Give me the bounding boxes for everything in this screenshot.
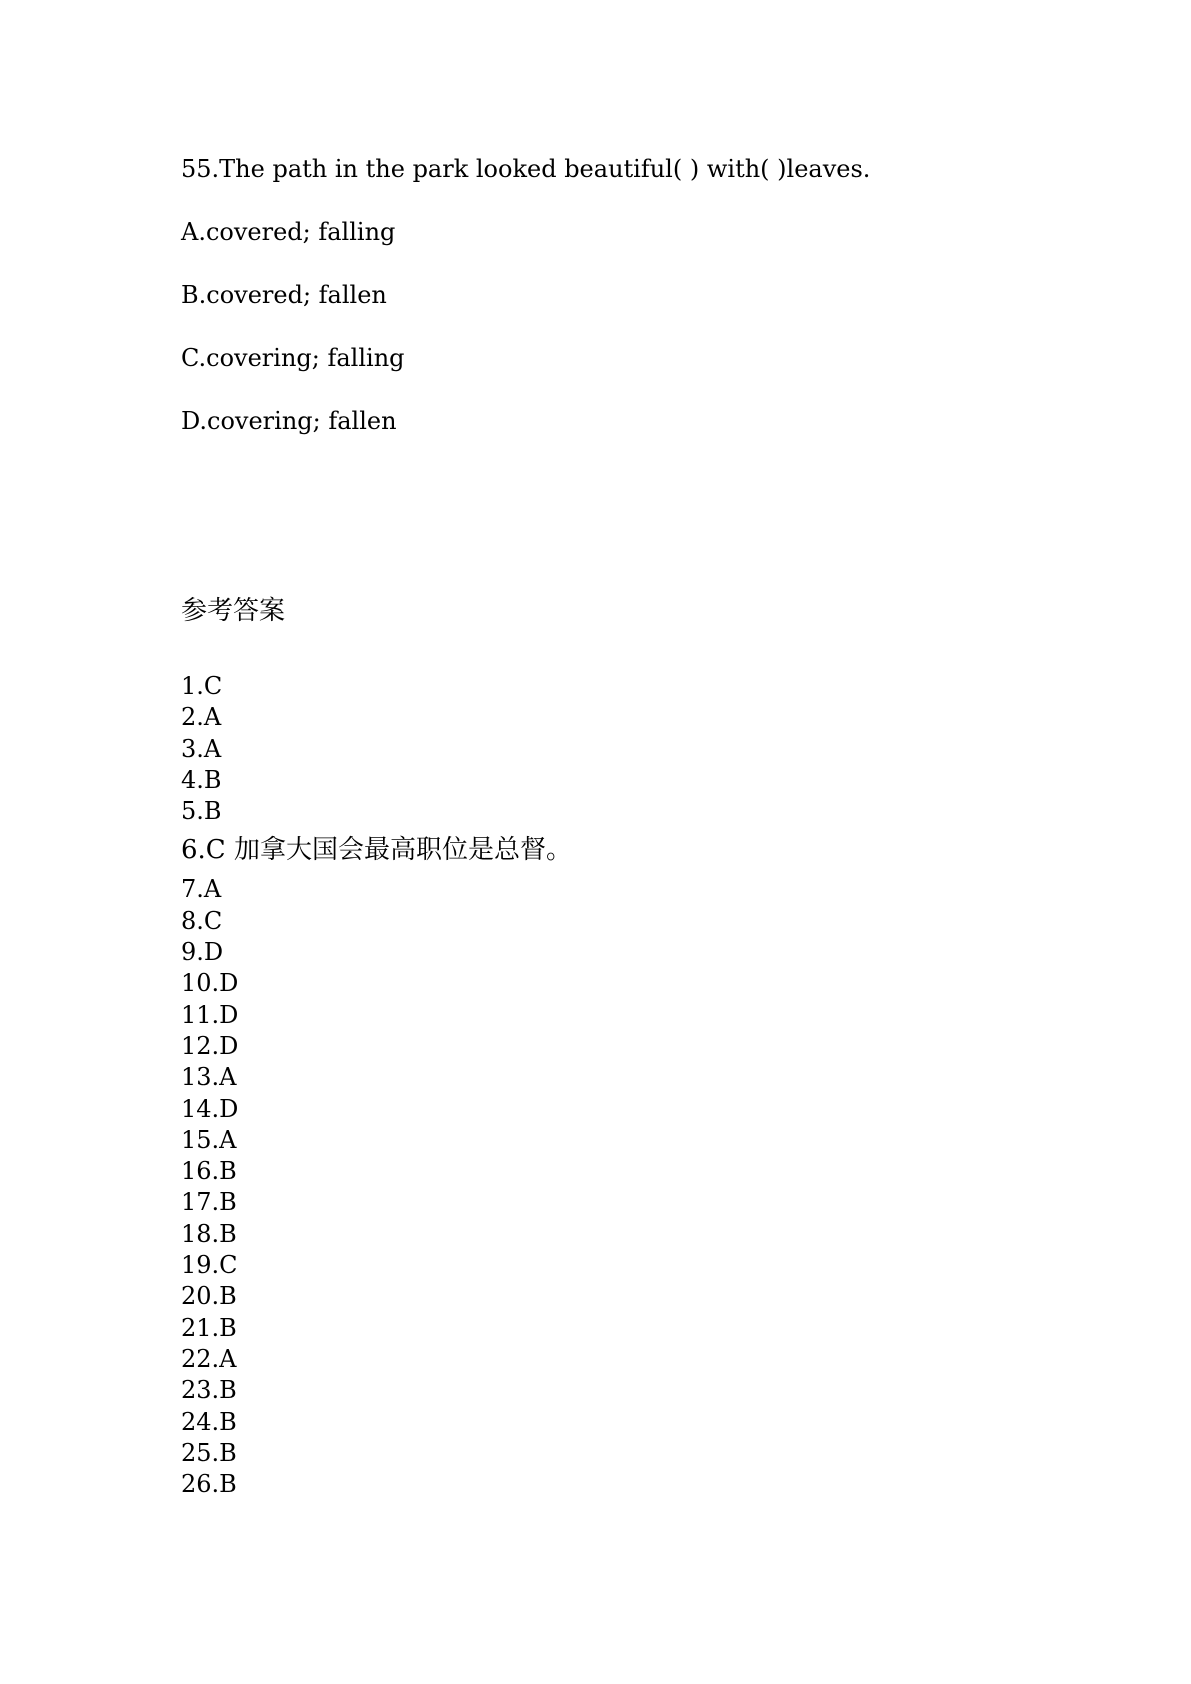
- answer-key-title: 参考答案: [181, 596, 286, 626]
- answer-item: 23.B: [181, 1376, 237, 1405]
- answer-item: 25.B: [181, 1438, 237, 1467]
- answer-item: 16.B: [181, 1157, 237, 1186]
- answer-item: 20.B: [181, 1282, 237, 1311]
- option-a: A.covered; falling: [181, 218, 396, 246]
- answer-item: 12.D: [181, 1031, 239, 1060]
- answer-item: 22.A: [181, 1344, 237, 1373]
- option-d: D.covering; fallen: [181, 407, 397, 435]
- answer-key-list: [181, 671, 572, 1500]
- answer-item: 7.A: [181, 875, 222, 904]
- answer-item: 10.D: [181, 969, 239, 998]
- answer-item: 9.D: [181, 938, 224, 967]
- answer-item: 17.B: [181, 1188, 237, 1217]
- answer-item: 4.B: [181, 765, 222, 794]
- answer-item: 6.C 加拿大国会最高职位是总督。: [181, 835, 572, 866]
- answer-item: 13.A: [181, 1063, 237, 1092]
- answer-item: 1.C: [181, 672, 223, 700]
- answer-item: 8.C: [181, 906, 223, 935]
- answer-item: 5.B: [181, 797, 222, 826]
- answer-item: 24.B: [181, 1407, 237, 1436]
- option-c: C.covering; falling: [181, 344, 405, 372]
- answer-item: 18.B: [181, 1219, 237, 1248]
- answer-item: 19.C: [181, 1251, 238, 1280]
- answer-item: 26.B: [181, 1470, 237, 1499]
- question-55: 55.The path in the park looked beautiful( ) with( )leaves.: [181, 155, 871, 183]
- option-b: B.covered; fallen: [181, 281, 387, 309]
- answer-item: 2.A: [181, 703, 222, 732]
- answer-item: 15.A: [181, 1125, 237, 1154]
- answer-item: 3.A: [181, 734, 222, 763]
- answer-item: 11.D: [181, 1000, 239, 1029]
- answer-item: 14.D: [181, 1094, 239, 1123]
- answer-item: 21.B: [181, 1313, 237, 1342]
